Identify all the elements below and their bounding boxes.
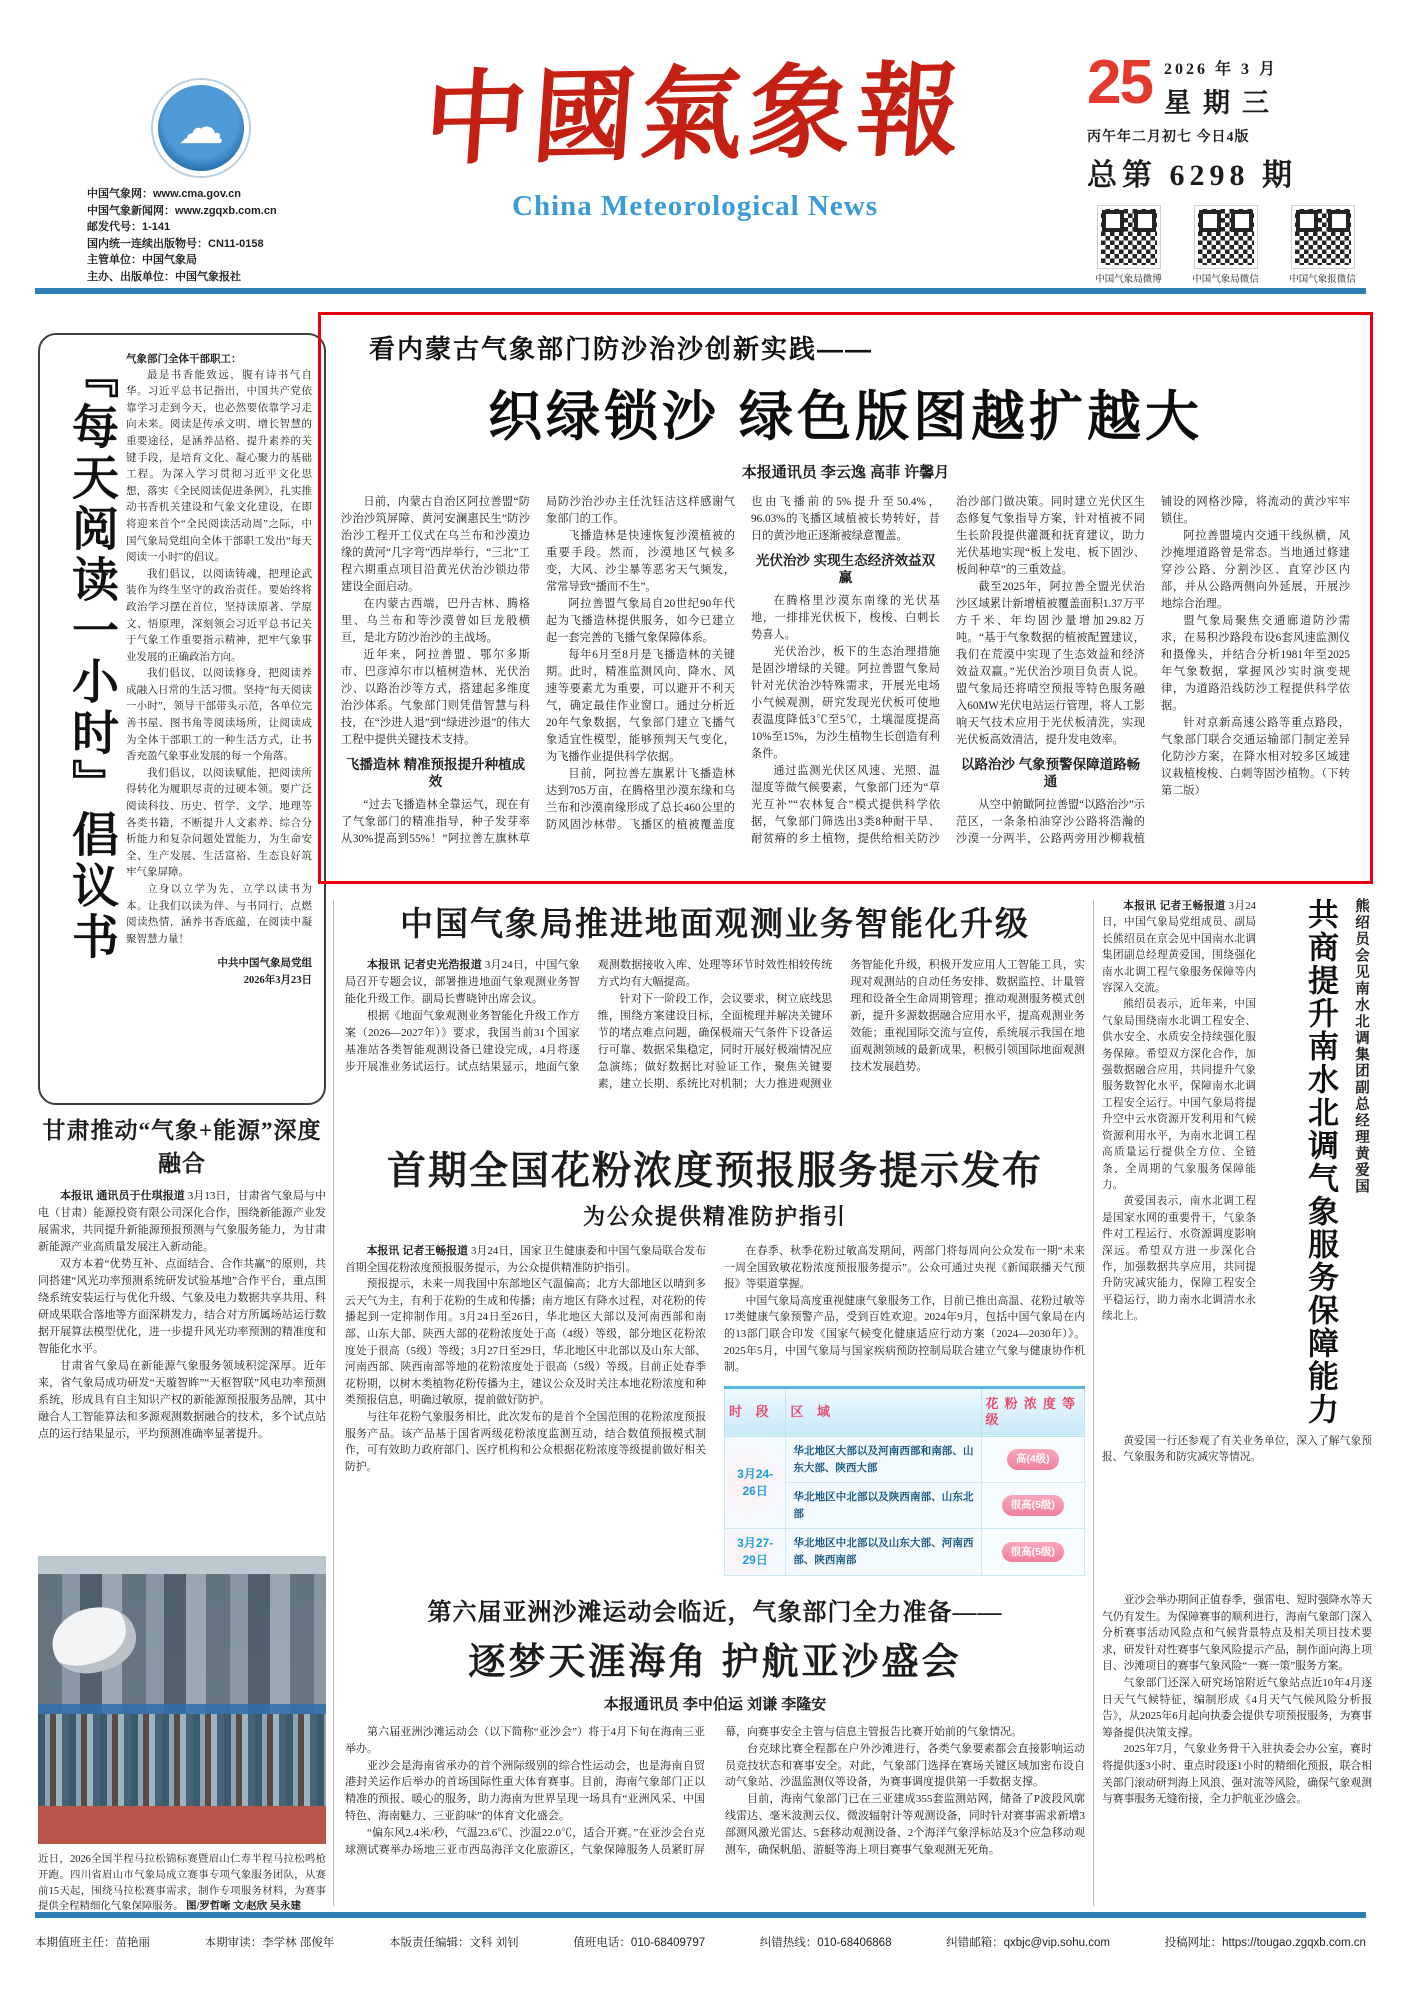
region-cell: 华北地区大部以及河南西部和南部、山东大部、陕西大部 [786,1436,981,1482]
article-reading-initiative [38,333,326,1105]
region-cell: 华北地区中北部以及陕西南部、山东北部 [786,1483,981,1529]
info-line: 主办、出版单位：中国气象报社 [87,270,241,283]
article-subhead: 为公众提供精准防护指引 [582,1204,847,1229]
paragraph-text: 3月13日，甘肃省气象局与中电（甘肃）能源投资有限公司深化合作，围绕新能源产业发展需求，共同提升新能源预报预测与气象服务能力，为甘肃新能源产业高质量发展注入新动能。 [38,1190,326,1253]
paragraph-text: 3月24日，中国气象局党组成员、副局长熊绍员在京会见中国南水北调集团副总经理黄爱国，围绕强化南水北调工程气象服务保障等内容深入交流。 [1102,901,1256,995]
byline-lead-in: 本报讯 通讯员于仕琪报道 [60,1190,185,1202]
lead-subhead: 光伏治沙 实现生态经济效益双赢 [755,553,936,585]
article-column-left [345,1243,706,1576]
lead-paragraph: 截至2025年，阿拉善全盟光伏治沙区域累计新增植被覆盖面积1.37万平方千米、年均固沙量增加29.82万吨。“基于气象数据的植被配置建议，我们在荒漠中实现了生态效益和经济效益双赢。”光伏治沙项目负责人说。盟气象局还将晴空预报等特色服务融入60MW光伏电站运行管理，将人工影响天气技术应用于光伏板清洗，实现光伏板高效清洁，提升发电效率。 [956,581,1145,746]
article-column-right [724,1243,1085,1576]
paragraph-text: 气象部门还深入研究场馆附近气象站点近10年4月逐日天气气候特征，编制形成《4月天气气候风险分析报告》，从2025年6月起向执委会提供专项预报服务，为赛事筹备提供决策支撑。 [1102,1676,1372,1739]
article-headline: 甘肃推动“气象+能源”深度融合 [42,1118,322,1176]
article-kicker: 第六届亚洲沙滩运动会临近，气象部门全力准备—— [427,1600,1003,1626]
article-headline: 逐梦天涯海角 护航亚沙盛会 [468,1641,962,1682]
lead-paragraph: 从空中俯瞰阿拉善盟“以路治沙”示范区，一条条柏油穿沙公路将浩瀚的沙漠一分两半，公路两旁用沙柳栽植铺设的网格沙障，将流动的黄沙牢牢锁住。 [956,496,1350,845]
paragraph-text: 针对下一阶段工作，会议要求，树立底线思维，围绕方案建设目标，全面梳理并解决关键环节的堵点难点问题，确保极端天气条件下设备运行可靠、数据采集稳定，同时开展好极端情况应急演练；做好数据比对验证工作，聚焦关键要素，建立长期、系统比对机制；大力推进观测业务智能化升级，积极开发应用人工智能工具，实现对观测站的自动任务安排、数据监控、计量管理和设备全生命周期管理；推动观测服务模式创新，提升多源数据融合应用水平，提高观测业务效能；重视国际交流与宣传，系统展示我国在地面观测领域的最新成果，积极引领国际地面观测技术发展趋势。 [597,959,1085,1090]
info-line: 主管单位：中国气象局 [87,254,197,266]
lead-subhead: 飞播造林 精准预报提升种植成效 [345,757,526,789]
date-issue-block [1087,48,1368,285]
qr-code-icon [1292,206,1354,268]
lead-paragraph: 光伏治沙，板下的生态治理措施是固沙增绿的关键。阿拉善盟气象局针对光伏治沙特殊需求，开展光电场小气候观测，研究发现光伏板可使地表温度降低3℃至5℃，土壤湿度提高10%至15%，为沙生植物生长创造有利条件。 [751,646,940,760]
paragraph-text: 根据《地面气象观测业务智能化升级工作方案（2026—2027年）》要求，我国当前31个国家基准站各类智能观测设备已建设完成，4月将逐步开展准业务试运行。试点结果显示，地面气象观测数据接收入库、处理等环节时效性相较传统方式均有大幅提高。 [345,959,833,1073]
paragraph-text: 亚沙会是海南省承办的首个洲际级别的综合性运动会，也是海南自贸港封关运作后举办的首场国际性重大体育赛事。目前，海南气象部门正以精准的预报、暖心的服务，助力海南为世界呈现一场具有“亚洲风采、中国特色、海南魅力、三亚韵味”的体育文化盛会。 [345,1759,705,1822]
article-lead-desertification [318,312,1373,884]
article-byline: 本报通讯员 李中伯运 刘谦 李隆安 [603,1696,827,1713]
article-gansu-energy [38,1112,326,1586]
initiative-paragraph: 我们倡议，以阅读赋能，把阅读所得转化为履职尽责的过硬本领。要广泛阅读科技、历史、哲学、文学、地理等各类书籍，不断提升人文素养、综合分析能力和复杂问题处置能力，为生命安全、生产发展、生活富裕、生态良好筑牢气象屏障。 [126,767,312,879]
article-body [345,957,1085,1129]
qr-label: 中国气象局微信 [1192,274,1259,285]
article-body [38,1188,326,1586]
lead-kicker: 看内蒙古气象部门防沙治沙创新实践—— [369,334,874,364]
vertical-headline: 共商提升南水北调气象服务保障能力 [1303,898,1338,1426]
paragraph-text: 3月24日，中国气象局召开专题会议，部署推进地面气象观测业务智能化升级工作。副局长曹晓钟出席会议。 [345,959,580,1005]
level-badge: 高(4级) [1007,1449,1059,1470]
lunar-date: 丙午年二月初七 今日4版 [1087,130,1250,145]
paragraph-text: 黄爱国表示，南水北调工程是国家水网的重要骨干，气象条件对工程运行、水资源调度影响深远。希望双方进一步深化合作，加强数据共享应用，共同提升防灾减灾能力，保障工程安全平稳运行，助力南水北调清水永续北上。 [1102,1196,1256,1323]
article-body [345,1724,1085,1902]
cloud-icon: ☁ [178,102,224,153]
newspaper-title-cn: 中國氣象報 [420,50,970,180]
paragraph-text: 亚沙会举办期间正值春季，强雷电、短时强降水等天气仍有发生。为保障赛事的顺利进行，海南气象部门深入分析赛事活动风险点和气候背景特点及相关项目技术要求，研发针对性赛事气象风险提示产品，制作面向海上项目、沙滩项目的赛事气象风险“一赛一策”服务方案。 [1102,1594,1372,1673]
paragraph-text: 双方本着“优势互补、点面结合、合作共赢”的原则，共同搭建“风光功率预测系统研发试验基地”合作平台，重点围绕系统安装运行与优化升级、气象及电力数据共享共用、科研成果联合落地等方面深耕发力，结合对方所属场站运行数据开展算法模型优化，进一步提升风光功率预测的精准度和智能化水平。 [38,1258,326,1355]
lead-paragraph: 飞播造林是快速恢复沙漠植被的重要手段。然而，沙漠地区气候多变，大风、沙尘暴等恶劣天气频发，常常导致“播而不生”。 [546,530,735,593]
caption-credit: 图/罗哲晰 文/赵欣 吴永建 [186,1901,301,1913]
date-day: 25 [1087,48,1152,117]
lead-paragraph: 每年6月至8月是飞播造林的关键期。此时，精准监测风向、降水、风速等要素尤为重要，可以避开不利天气，确定最佳作业窗口。通过分析近20年气象数据，气象部门建立飞播气象适宜性模型，能够预判天气变化，为飞播作业提供科学依据。 [546,649,735,763]
initiative-date: 2026年3月23日 [243,974,312,986]
masthead [35,48,1366,286]
table-header-region: 区 域 [786,1387,981,1436]
table-row [725,1436,1085,1482]
column-divider [1093,900,1094,1906]
lead-subhead: 以路治沙 气象预警保障道路畅通 [960,757,1141,789]
column-divider [333,900,334,1906]
initiative-vertical-title: 『每天阅读一小时』倡议书 [66,351,119,963]
paragraph-text: 预报提示，未来一周我国中东部地区气温偏高；北方大部地区以晴到多云天气为主，有利于花粉的生成和传播；南方地区有降水过程，对花粉的传播起到一定抑制作用。3月24日至26日，华北地区大部以及河南西部和南部、山东大部、陕西大部的花粉浓度处于高（4级）等级，部分地区花粉浓度处于很高（5级）等级；3月27日至29日，华北地区中北部以及山东大部、河南西部、陕西南部等地的花粉浓度处于很高（5级）等级。目前正处春季花粉期，以树木类植物花粉传播为主，建议公众及时关注本地花粉浓度和种类预报信息，明确过敏原，提前做好防护。 [345,1278,706,1407]
qr-code-icon [1195,206,1257,268]
table-header-period: 时 段 [725,1387,786,1436]
publication-info [87,186,387,285]
qr-code-icon [1098,206,1160,268]
newspaper-title-en: China Meteorological News [512,190,878,222]
lead-paragraph: 盟气象局聚焦交通廊道防沙需求，在易积沙路段布设6套风速监测仪和摄像头，并结合分析1981年至2025年气象数据，掌握风沙实时演变规律，为道路沿线防沙工程提供科学依据。 [1161,615,1350,712]
lead-paragraph: 阿拉善盟境内交通干线纵横，风沙掩埋道路曾是常态。当地通过修建穿沙公路、分割沙区、直穿沙区内部，并从公路两侧向外延展，开展沙地综合治理。 [1161,530,1350,610]
footer-item: 本版责任编辑：文科 刘钊 [389,1937,519,1949]
level-badge: 很高(5级) [1002,1542,1064,1563]
footer-divider-rule [35,1912,1366,1918]
lead-byline: 本报通讯员 李云逸 高菲 许馨月 [741,464,950,481]
byline-lead-in: 本报讯 记者王畅报道 [1123,900,1226,912]
initiative-signature: 中共中国气象局党组 [217,958,312,970]
lead-body [341,494,1350,896]
lead-headline: 织绿锁沙 绿色版图越扩越大 [487,387,1203,447]
paragraph-text: 第六届亚洲沙滩运动会（以下简称“亚沙会”）将于4月下旬在海南三亚举办。 [345,1726,705,1755]
lead-paragraph: 在内蒙古西端，巴丹吉林、腾格里、乌兰布和等沙漠曾如巨龙般横亘，是北方防沙治沙的主战场。 [341,598,530,644]
vertical-kicker: 熊绍员会见南水北调集团副总经理黄爱国 [1353,898,1369,1195]
table-header-level: 花粉浓度等级 [981,1387,1085,1436]
region-cell: 华北地区中北部以及山东大部、河南西部、陕西南部 [786,1529,981,1575]
byline-lead-in: 本报讯 记者王畅报道 [366,1245,469,1257]
paragraph-text: 甘肃省气象局在新能源气象服务领域积淀深厚。近年来，省气象局成功研发“天璇智眸”“天枢智联”风电功率预测系统，形成具有自主知识产权的新能源预报服务品牌，其中融合人工智能算法和多源观测数据融合的技术，多个试点站点的运行结果显示，平均预测准确率显著提升。 [38,1360,326,1440]
paragraph-text: 与往年花粉气象服务相比，此次发布的是首个全国范围的花粉浓度预报服务产品。该产品基于国省两级花粉浓度监测互动，结合数值预报模式制作，可有效助力政府部门、医疗机构和公众根据花粉浓度等级提前做好相关防护。 [345,1410,706,1473]
paragraph-text: 黄爱国一行还参观了有关业务单位，深入了解气象预报、气象服务和防灾减灾等情况。 [1102,1436,1372,1464]
info-line: 邮发代号：1-141 [87,221,171,233]
article-headline: 首期全国花粉浓度预报服务提示发布 [386,1150,1043,1193]
date-year-month: 2026 年 3 月 [1163,61,1278,78]
footer-item: 投稿网址：https://tougao.zgqxb.com.cn [1164,1937,1366,1949]
paragraph-text: “偏东风2.4米/秒，气温23.6℃、沙温22.0℃，适合开赛。”在亚沙会台克球测试赛举办场地三亚市西岛海洋文化旅游区，气象保障服务人员紧盯屏幕，向赛事安全主管与信息主管报告比赛开始前的气象情况。 [345,1726,1022,1856]
runner-crowd-graphic [38,1714,326,1806]
info-line: 中国气象新闻网：www.zgqxb.com.cn [87,204,277,217]
initiative-paragraph: 最是书香能致远，腹有诗书气自华。习近平总书记指出，中国共产党依靠学习走到今天，也必然要依靠学习走向未来。阅读是传承文明、增长智慧的重要途径，是涵养品格、提升素养的关键手段，是培育文化、凝心聚力的基础工程。为深入学习贯彻习近平文化思想，落实《全民阅读促进条例》，扎实推动书香机关建设和气象文化建设，在即将迎来首个“全民阅读活动周”之际，中国气象局党组向全体干部职工发出“每天阅读一小时”的倡议。 [126,369,312,564]
paragraph-text: 2025年7月，气象业务骨干入驻执委会办公室，赛时将提供逐3小时、重点时段逐1小时的精细化预报，联合相关部门滚动研判海上风浪、强对流等风险，确保气象观测与赛事服务无缝衔接，全力护航亚沙盛会。 [1102,1743,1372,1806]
article-asian-beach-games [345,1592,1085,1902]
cma-logo-icon [153,80,249,176]
info-line: 国内统一连续出版物号：CN11-0158 [87,237,264,250]
info-line: 中国气象网：www.cma.gov.cn [87,188,242,200]
paragraph-text: 台克球比赛全程都在户外沙滩进行，各类气象要素都会直接影响运动员竞技状态和赛事安全。对此，气象部门选择在赛场关键区域加密布设自动气象站、沙温监测仪等设备，为赛事调度提供第一手数据支撑。 [725,1742,1085,1789]
initiative-paragraph: 立身以立学为先，立学以读书为本。让我们以读为伴、与书同行，点燃阅读热情，涵养书香底蕴，在阅读中凝聚智慧力量！ [126,884,312,945]
table-row [725,1529,1085,1575]
article-headline: 中国气象局推进地面观测业务智能化升级 [400,907,1030,943]
period-cell: 3月27-29日 [725,1529,786,1575]
footer-item: 本期值班主任：苗艳丽 [35,1937,150,1949]
issue-number: 总第 6298 期 [1087,159,1297,192]
date-weekday: 星期三 [1163,88,1281,118]
footer-item: 值班电话：010-68409797 [573,1937,706,1949]
byline-lead-in: 本报讯 记者史光浩报道 [367,959,482,971]
paragraph-text: 目前，海南气象部门已在三亚建成355套监测站网，储备了P波段风廓线雷达、毫米波测云仪、微波辐射计等观测设备，同时针对赛事需求新增3部测风激光雷达、5套移动观测设备、2个海洋气象浮标站及3个应急移动观测车，确保帆船、游艇等海上项目赛事气象观测无死角。 [725,1793,1085,1856]
marathon-photo [38,1556,326,1844]
paragraph-text: 3月24日，国家卫生健康委和中国气象局联合发布首期全国花粉浓度预报服务提示，为公众提供精准防护指引。 [345,1245,706,1274]
lead-paragraph: 通过监测光伏区风速、光照、温湿度等微气候要素，气象部门还为“草光互补”“农林复合”模式提供科学依据，气象部门筛选出3类8种耐干旱、耐贫瘠的乡土植物，提供给相关防沙治沙部门做决策。同时建立光伏区生态修复气象指导方案，针对植被不同生长阶段提供灌溉和抚育建议，助力光伏基地实现“板上发电、板下固沙、板间种草”的三重效益。 [751,496,1145,845]
article-water-diversion [1102,898,1372,1566]
initiative-paragraph: 我们倡议，以阅读修身，把阅读养成融入日常的生活习惯。坚持“每天阅读一小时”，领导干部带头示范，各单位完善书屋、图书角等阅读场所，让阅读成为全体干部职工的一种生活方式，让书香充盈气象事业发展的每一个角落。 [126,668,312,763]
lead-paragraph: 日前，内蒙古自治区阿拉善盟“防沙治沙筑屏障、黄河安澜惠民生”防沙治沙工程开工仪式在乌兰布和沙漠边缘的黄河“几字弯”西岸举行，“三北”工程六期重点项目沿黄光伏治沙锁边带建设全面启动。 [341,496,530,593]
footer-info-bar [35,1934,1366,1950]
footer-item: 纠错热线：010-68406868 [759,1937,892,1949]
qr-label: 中国气象局微博 [1095,274,1162,285]
article-pollen-forecast [345,1140,1085,1576]
lead-paragraph: 近年来，阿拉善盟、鄂尔多斯市、巴彦淖尔市以植树造林、光伏治沙、以路治沙等方式，搭建起多维度治沙体系。气象部门则凭借智慧与科技，在“沙进人退”到“绿进沙退”的伟大工程中提供关键技术支持。 [341,649,530,746]
period-cell: 3月24-26日 [725,1436,786,1528]
caption-text: 近日，2026全国半程马拉松锦标赛暨眉山仁寿半程马拉松鸣枪开跑。四川省眉山市气象局成立赛事专项气象服务团队，从赛前15天起，围绕马拉松赛事需求，制作专项服务材料，为赛事提供全程精细化气象保障服务。 [38,1854,326,1913]
lead-paragraph: 阿拉善盟气象局自20世纪90年代起为飞播造林提供服务，如今已建立起一套完善的飞播气象保障体系。 [546,598,735,644]
initiative-salutation: 气象部门全体干部职工： [126,353,242,365]
qr-label: 中国气象报微信 [1289,274,1356,285]
initiative-paragraph: 我们倡议，以阅读铸魂，把理论武装作为终生坚守的政治责任。要始终将政治学习摆在首位，坚持读原著、学原文、悟原理，深刻领会习近平总书记关于气象工作重要指示精神，把牢气象事业发展的正确政治方向。 [126,568,312,663]
footer-item: 本期审读：李学林 邵俊年 [204,1937,335,1949]
lead-paragraph: “过去飞播造林全靠运气，现在有了气象部门的精准指导，种子发芽率从30%提高到55%！”阿拉善左旗林草局防沙治沙办主任沈钰洁这样感谢气象部门的工作。 [341,496,735,845]
article-observation-upgrade [345,898,1085,1129]
paragraph-text: 在春季、秋季花粉过敏高发期间，两部门将每周向公众发布一期“未来一周全国致敏花粉浓度预报服务提示”。公众可通过央视《新闻联播天气预报》等渠道掌握。 [724,1245,1085,1291]
footer-item: 纠错邮箱：qxbjc@vip.sohu.com [946,1937,1110,1949]
pollen-forecast-table [724,1386,1085,1576]
qr-code-row [1087,206,1368,285]
lead-paragraph: 针对京新高速公路等重点路段，气象部门联合交通运输部门制定差异化防沙方案，在降水相对较多区域建议栽植梭梭、白刺等固沙植物。（下转第二版） [1161,717,1350,797]
lead-paragraph: 在腾格里沙漠东南缘的光伏基地，一排排光伏板下，梭梭、白刺长势喜人。 [751,595,940,641]
photo-caption [38,1852,326,1915]
lead-paragraph: 目前，阿拉善左旗累计飞播造林达到705万亩，在腾格里沙漠东缘和乌兰布和沙漠南缘形成了总长460公里的防风固沙林带。飞播区的植被覆盖度也由飞播前的5%提升至50.4%，96.03%的飞播区域植被长势转好，昔日的黄沙地正逐渐被绿意覆盖。 [546,496,940,831]
level-badge: 很高(5级) [1002,1495,1064,1516]
article-asg-continuation [1102,1592,1372,1906]
running-track-graphic [38,1806,326,1844]
paragraph-text: 中国气象局高度重视健康气象服务工作，目前已推出高温、花粉过敏等17类健康气象预警产品，受到百姓欢迎。2024年9月，包括中国气象局在内的13部门联合印发《国家气候变化健康适应行动方案（2024—2030年）》。2025年5月，中国气象局与国家疾病预防控制局联合建立气象与健康协作机制。 [724,1294,1085,1374]
masthead-divider-rule [35,288,1366,294]
paragraph-text: 熊绍员表示，近年来，中国气象局围绕南水北调工程安全、供水安全、水质安全持续强化服务保障。希望双方深化合作，加强数据融合应用，共同提升气象服务数智化水平，保障南水北调工程安全运行。中国气象局将提升空中云水资源开发利用和气候资源利用水平，为南水北调工程高质量运行提供全方位、全链条、全周期的气象服务保障能力。 [1102,999,1256,1191]
